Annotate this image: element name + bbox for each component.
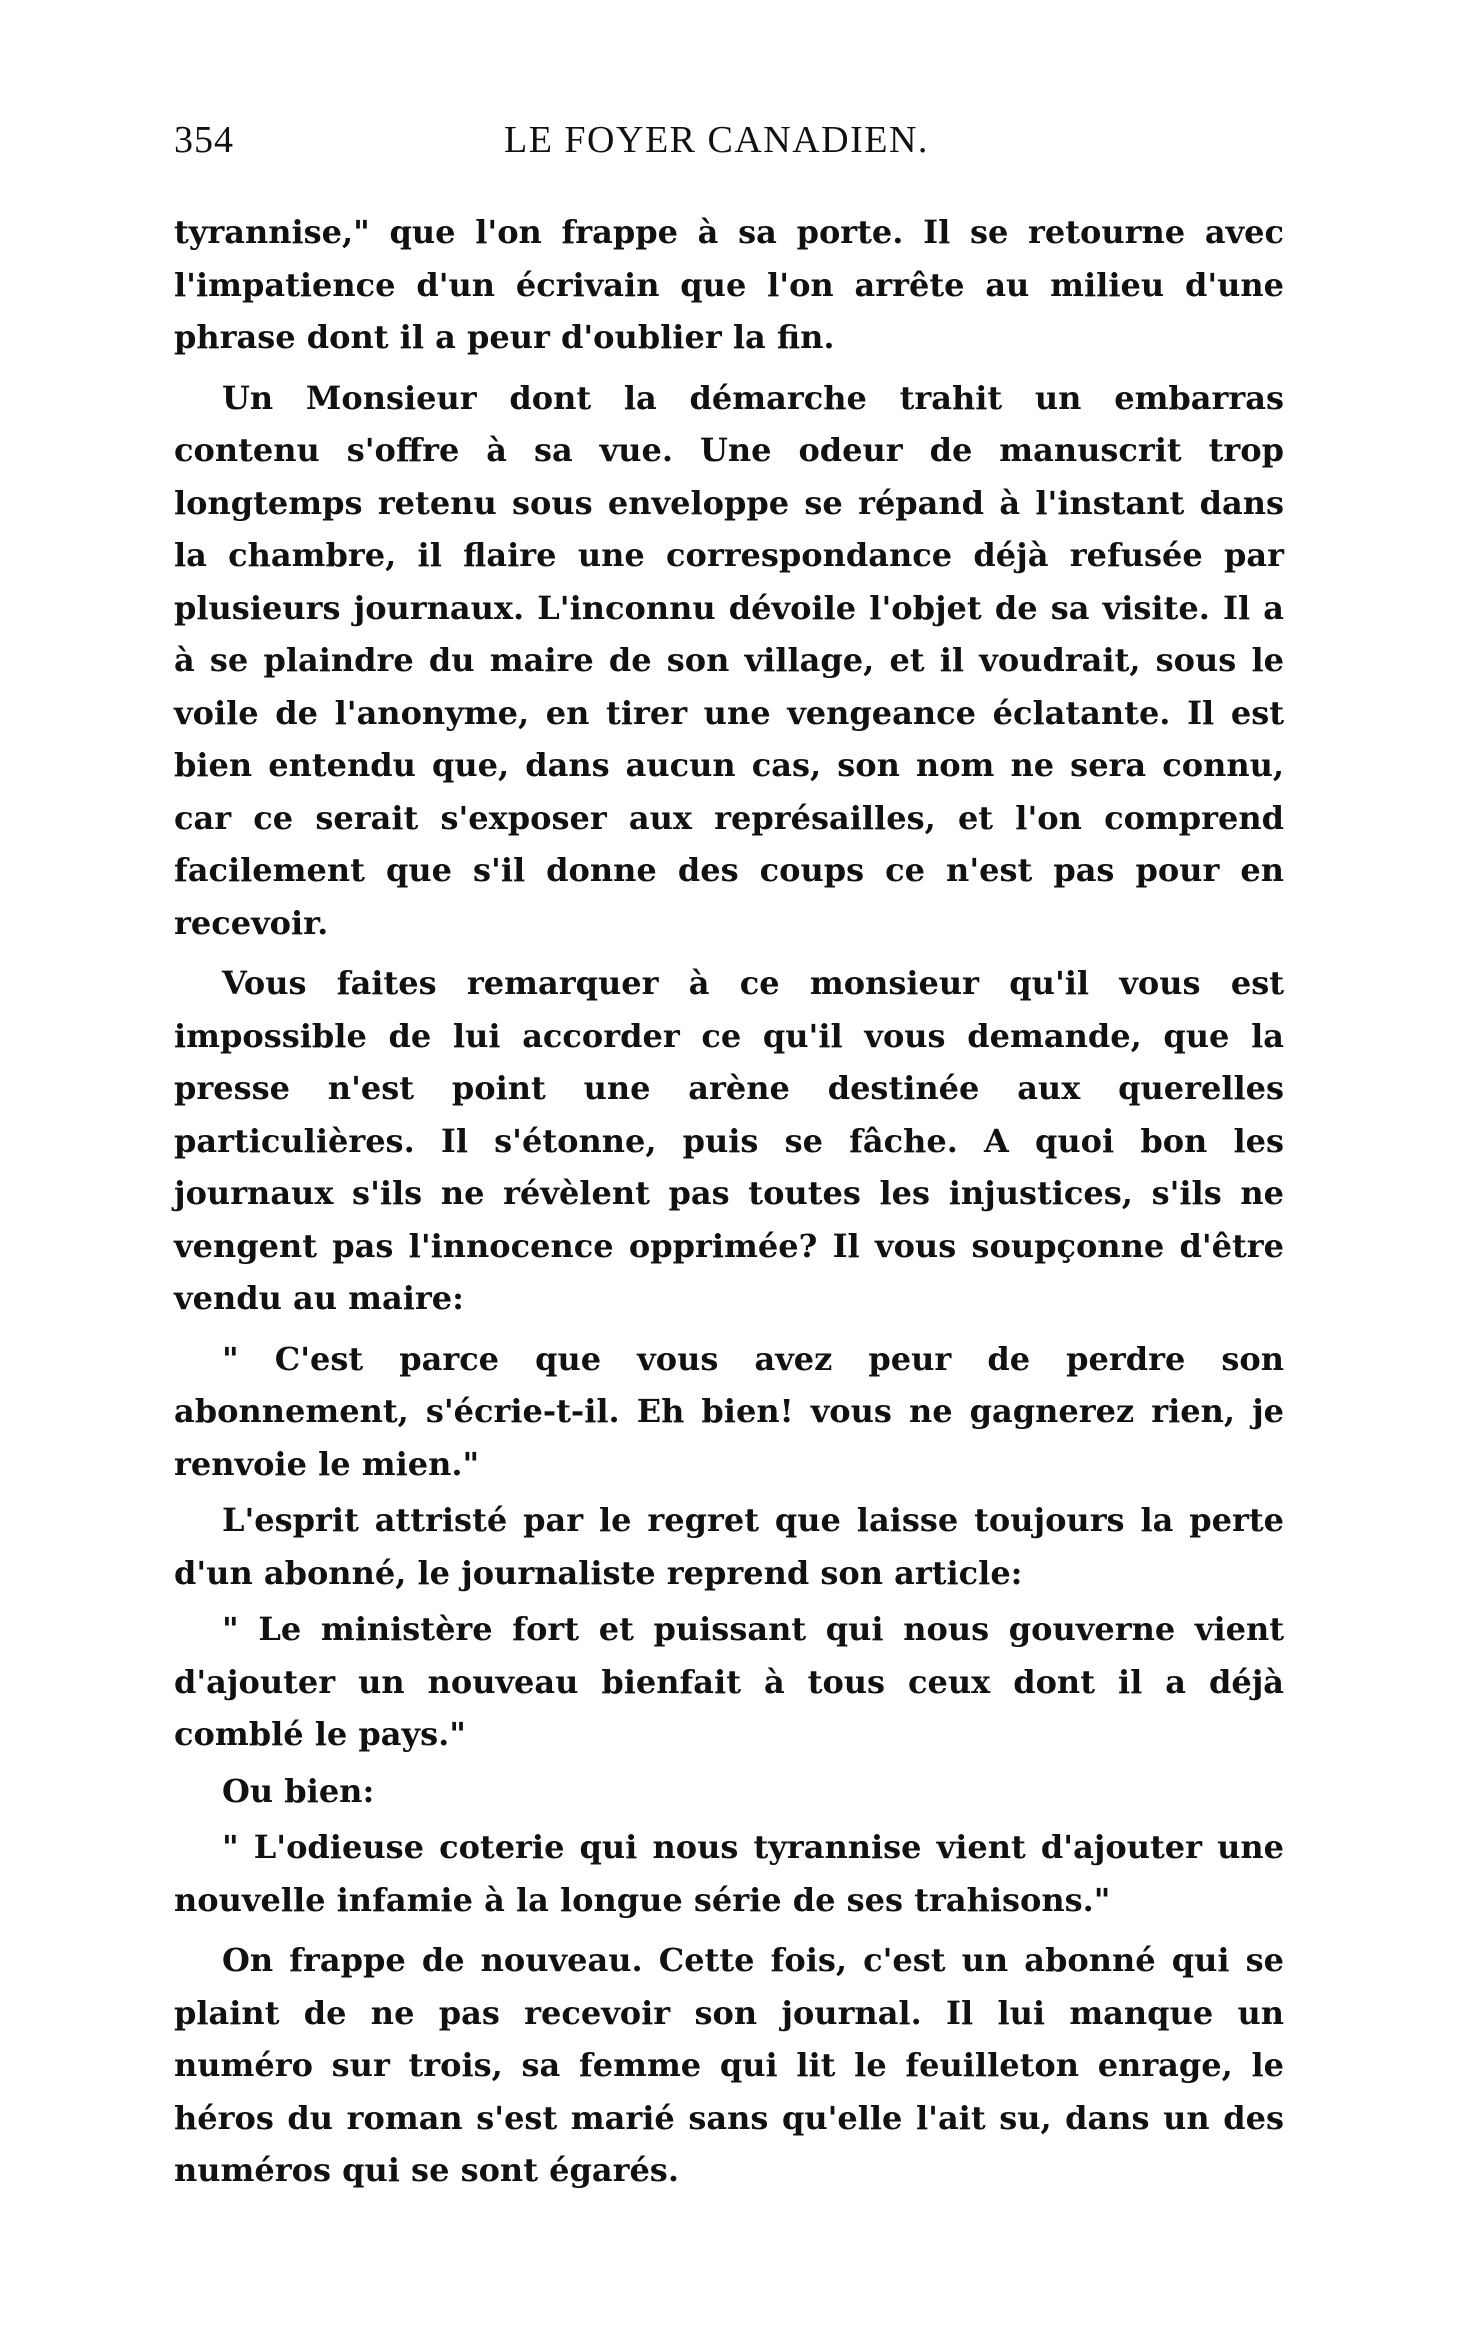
paragraph: Ou bien: [222, 1771, 375, 1810]
paragraph: L'esprit attristé par le regret que laisse toujours la perte d'un abonné, le journaliste reprend son article: [174, 1501, 1284, 1592]
book-page [174, 118, 1284, 2197]
paragraph: Un Monsieur dont la démarche trahit un embarras contenu s'offre à sa vue. Une odeur de manuscrit trop longtemps retenu sous enveloppe se répand à l'instant dans la chambre, il flaire une correspondance déjà refusée par plusieurs journaux. L'inconnu dévoile l'objet de sa visite. Il a à se plaindre du maire de son village, et il voudrait, sous le voile de l'anonyme, en tirer une vengeance éclatante. Il est bien entendu que, dans aucun cas, son nom ne sera connu, car ce serait s'exposer aux représailles, et l'on comprend facilement que s'il donne des coups ce n'est pas pour en recevoir. [174, 378, 1284, 942]
quoted-paragraph: " C'est parce que vous avez peur de perdre son abonnement, s'écrie-t-il. Eh bien! vous ne gagnerez rien, je renvoie le mien." [174, 1339, 1284, 1483]
paragraph: On frappe de nouveau. Cette fois, c'est un abonné qui se plaint de ne pas recevoir son journal. Il lui manque un numéro sur trois, sa femme qui lit le feuilleton enrage, le héros du roman s'est marié sans qu'elle l'ait su, dans un des numéros qui se sont égarés. [174, 1941, 1284, 2189]
page-body [174, 206, 1284, 2197]
paragraph: Vous faites remarquer à ce monsieur qu'il vous est impossible de lui accorder ce qu'il vous demande, que la presse n'est point une arène destinée aux querelles particulières. Il s'étonne, puis se fâche. A quoi bon les journaux s'ils ne révèlent pas toutes les injustices, s'ils ne vengent pas l'innocence opprimée? Il vous soupçonne d'être vendu au maire: [174, 964, 1284, 1317]
quoted-paragraph: " L'odieuse coterie qui nous tyrannise vient d'ajouter une nouvelle infamie à la longue série de ses trahisons." [174, 1828, 1284, 1919]
page-number: 354 [174, 119, 234, 161]
quoted-paragraph: " Le ministère fort et puissant qui nous gouverne vient d'ajouter un nouveau bienfait à tous ceux dont il a déjà comblé le pays." [174, 1610, 1284, 1753]
running-title: LE FOYER CANADIEN. [504, 119, 929, 161]
page-header [174, 118, 1284, 178]
paragraph-continuation: tyrannise," que l'on frappe à sa porte. Il se retourne avec l'impatience d'un écrivain que l'on arrête au milieu d'une phrase dont il a peur d'oublier la fin. [174, 213, 1284, 356]
